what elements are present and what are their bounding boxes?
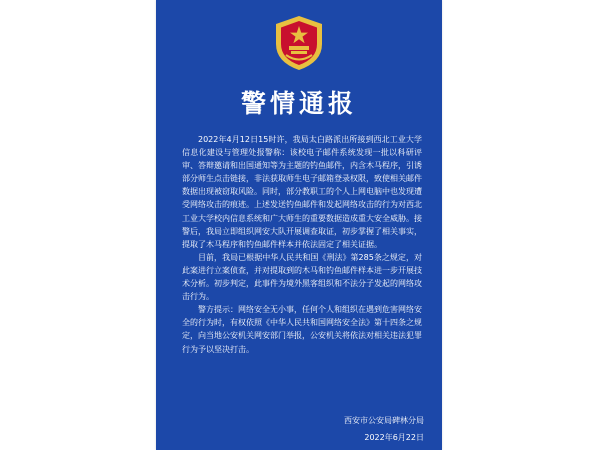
signature-date: 2022年6月22日 (364, 433, 424, 442)
notice-body (182, 133, 422, 356)
notice-paragraph-1: 2022年4月12日15时许，我局太白路派出所接到西北工业大学信息化建设与管理处报警称：该校电子邮件系统发现一批以科研评审、答辩邀请和出国通知等为主题的钓鱼邮件，内含木马程序，引诱部分师生点击链接，非法获取师生电子邮箱登录权限，致使相关邮件数据出现被窃取风险。同时，部分教职工的个人上网电脑中也发现遭受网络攻击的痕迹。上述发送钓鱼邮件和发起网络攻击的行为对西北工业大学校内信息系统和广大师生的重要数据造成重大安全威胁。接警后，我局立即组织网安大队开展调查取证，初步掌握了相关事实，提取了木马程序和钓鱼邮件样本并依法固定了相关证据。 (182, 135, 422, 249)
notice-paragraph-2: 目前，我局已根据中华人民共和国《刑法》第285条之规定，对此案进行立案侦查，并对提取到的木马和钓鱼邮件样本进一步开展技术分析。初步判定，此事件为境外黑客组织和不法分子发起的网络攻击行为。 (182, 252, 422, 302)
police-notice-card (156, 0, 442, 450)
signature-org: 西安市公安局碑林分局 (344, 416, 424, 425)
notice-paragraph-3: 警方提示：网络安全无小事，任何个人和组织在遇到危害网络安全的行为时，有权依照《中华人民共和国网络安全法》第十四条之规定，向当地公安机关网安部门举报，公安机关将依法对相关违法犯罪行为予以坚决打击。 (182, 305, 422, 354)
notice-title: 警情通报 (240, 89, 357, 118)
police-emblem-icon (272, 14, 326, 72)
signature-block (344, 412, 424, 446)
